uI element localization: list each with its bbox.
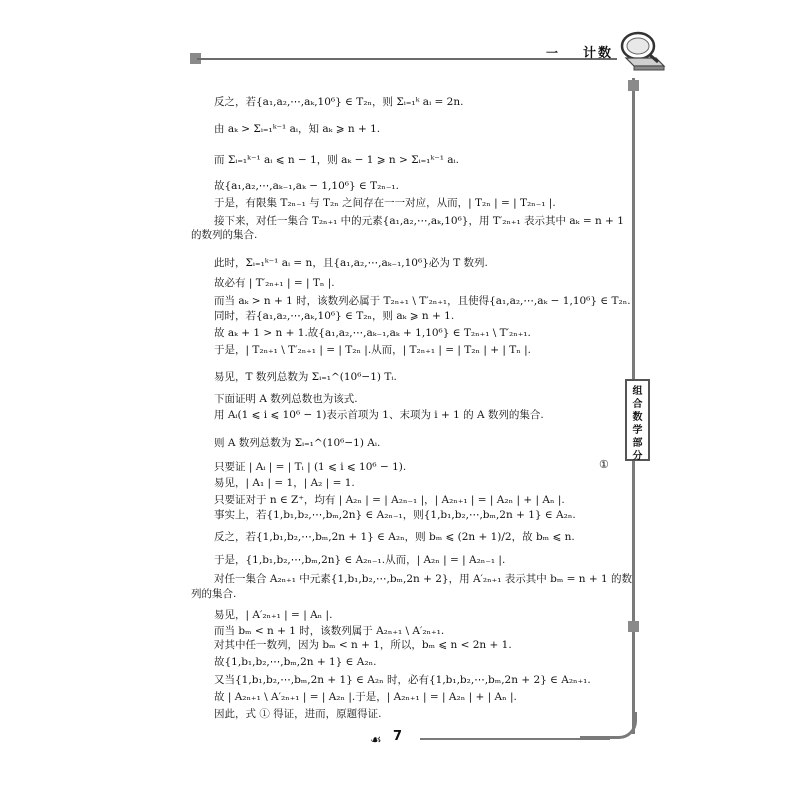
- page-number: 7: [393, 729, 403, 744]
- text-line: 而 Σᵢ₌₁ᵏ⁻¹ aᵢ ⩽ n − 1，则 aₖ − 1 ⩾ n > Σᵢ₌₁ᵏ⁻¹ aᵢ.: [214, 154, 460, 166]
- text-line: 易见，T 数列总数为 Σᵢ₌₁^(10⁶−1) Tᵢ.: [214, 371, 397, 383]
- section-tab-label: 组 合 数 学 部 分: [632, 386, 643, 462]
- text-line: 故{1,b₁,b₂,⋯,bₘ,2n + 1} ∈ A₂ₙ.: [214, 656, 377, 668]
- text-line: 用 Aᵢ(1 ⩽ i ⩽ 10⁶ − 1)表示首项为 1、末项为 i + 1 的 A 数列的集合.: [214, 409, 544, 421]
- text-line: 于是，{1,b₁,b₂,⋯,bₘ,2n} ∈ A₂ₙ₋₁.从而，| A₂ₙ | = | A₂ₙ₋₁ |.: [214, 554, 506, 566]
- text-line: 又当{1,b₁,b₂,⋯,bₘ,2n + 1} ∈ A₂ₙ 时，必有{1,b₁,b₂,⋯,bₘ,2n + 2} ∈ A₂ₙ₊₁.: [214, 674, 591, 686]
- text-line: 同时，若{a₁,a₂,⋯,aₖ,10⁶} ∈ T₂ₙ，则 aₖ ⩾ n + 1.: [214, 310, 455, 322]
- rail-square-top: [628, 80, 639, 91]
- text-line: 故{a₁,a₂,⋯,aₖ₋₁,aₖ − 1,10⁶} ∈ T₂ₙ₋₁.: [214, 180, 399, 192]
- footer-ornament-icon: ☙: [370, 733, 382, 748]
- footer-rule: [420, 738, 610, 740]
- text-line: 的数列的集合.: [191, 229, 258, 241]
- text-line: 于是，| T₂ₙ₊₁ \ T′₂ₙ₊₁ | = | T₂ₙ |.从而，| T₂ₙ₊₁ | = | T₂ₙ | + | Tₙ |.: [214, 344, 532, 356]
- text-line: 此时，Σᵢ₌₁ᵏ⁻¹ aᵢ = n，且{a₁,a₂,⋯,aₖ₋₁,10⁶}必为 T 数列.: [214, 257, 488, 269]
- rail-square-bottom: [628, 621, 639, 632]
- text-line: 故 aₖ + 1 > n + 1.故{a₁,a₂,⋯,aₖ₋₁,aₖ + 1,10⁶} ∈ T₂ₙ₊₁ \ T′₂ₙ₊₁.: [214, 327, 531, 339]
- text-line: 对其中任一数列，因为 bₘ < n + 1，所以，bₘ ⩽ n < 2n + 1.: [214, 639, 512, 651]
- text-line: 故必有 | T′₂ₙ₊₁ | = | Tₙ |.: [214, 277, 335, 289]
- text-line: 下面证明 A 数列总数也为该式.: [214, 393, 358, 405]
- text-line: 而当 aₖ > n + 1 时，该数列必属于 T₂ₙ₊₁ \ T′₂ₙ₊₁，且使得{a₁,a₂,⋯,aₖ − 1,10⁶} ∈ T₂ₙ.: [214, 295, 631, 307]
- text-line: 则 A 数列总数为 Σᵢ₌₁^(10⁶−1) Aᵢ.: [214, 437, 381, 449]
- chapter-title: 计数: [583, 46, 614, 61]
- text-line: 接下来，对任一集合 T₂ₙ₊₁ 中的元素{a₁,a₂,⋯,aₖ,10⁶}，用 T′₂ₙ₊₁ 表示其中 aₖ = n + 1: [214, 215, 624, 227]
- text-line: 对任一集合 A₂ₙ₊₁ 中元素{1,b₁,b₂,⋯,bₘ,2n + 2}，用 A′₂ₙ₊₁ 表示其中 bₘ = n + 1 的数: [214, 573, 632, 585]
- text-line: 易见，| A₁ | = 1，| A₂ | = 1.: [214, 477, 355, 489]
- text-line: 而当 bₘ < n + 1 时，该数列属于 A₂ₙ₊₁ \ A′₂ₙ₊₁.: [214, 625, 445, 637]
- text-line: 只要证对于 n ∈ Z⁺，均有 | A₂ₙ | = | A₂ₙ₋₁ |，| A₂ₙ₊₁ | = | A₂ₙ | + | Aₙ |.: [214, 494, 565, 506]
- text-line: 于是，有限集 T₂ₙ₋₁ 与 T₂ₙ 之间存在一一对应，从而，| T₂ₙ | = | T₂ₙ₋₁ |.: [214, 197, 556, 209]
- text-line: 故 | A₂ₙ₊₁ \ A′₂ₙ₊₁ | = | A₂ₙ |.于是，| A₂ₙ₊₁ | = | A₂ₙ | + | Aₙ |.: [214, 691, 517, 703]
- text-line: 列的集合.: [191, 588, 237, 600]
- text-line: 因此，式 ① 得证，进而，原题得证.: [214, 708, 382, 720]
- text-line: 反之，若{1,b₁,b₂,⋯,bₘ,2n + 1} ∈ A₂ₙ，则 bₘ ⩽ (2n + 1)/2，故 bₘ ⩽ n.: [214, 531, 575, 543]
- rail-corner: [580, 712, 637, 739]
- text-line: 反之，若{a₁,a₂,⋯,aₖ,10⁶} ∈ T₂ₙ，则 Σᵢ₌₁ᵏ aᵢ = 2n.: [214, 96, 464, 108]
- text-line: 由 aₖ > Σᵢ₌₁ᵏ⁻¹ aᵢ，知 aₖ ⩾ n + 1.: [214, 123, 381, 135]
- chapter-number: 一: [546, 46, 559, 60]
- text-line: 易见，| A′₂ₙ₊₁ | = | Aₙ |.: [214, 609, 333, 621]
- equation-marker: ①: [599, 458, 609, 471]
- section-tab: [625, 379, 650, 461]
- text-line: 事实上，若{1,b₁,b₂,⋯,bₘ,2n} ∈ A₂ₙ₋₁，则{1,b₁,b₂,⋯,bₘ,2n + 1} ∈ A₂ₙ.: [214, 509, 576, 521]
- magnifier-logo-icon: [612, 28, 668, 78]
- text-line: 只要证 | Aᵢ | = | Tᵢ | (1 ⩽ i ⩽ 10⁶ − 1).: [214, 461, 407, 473]
